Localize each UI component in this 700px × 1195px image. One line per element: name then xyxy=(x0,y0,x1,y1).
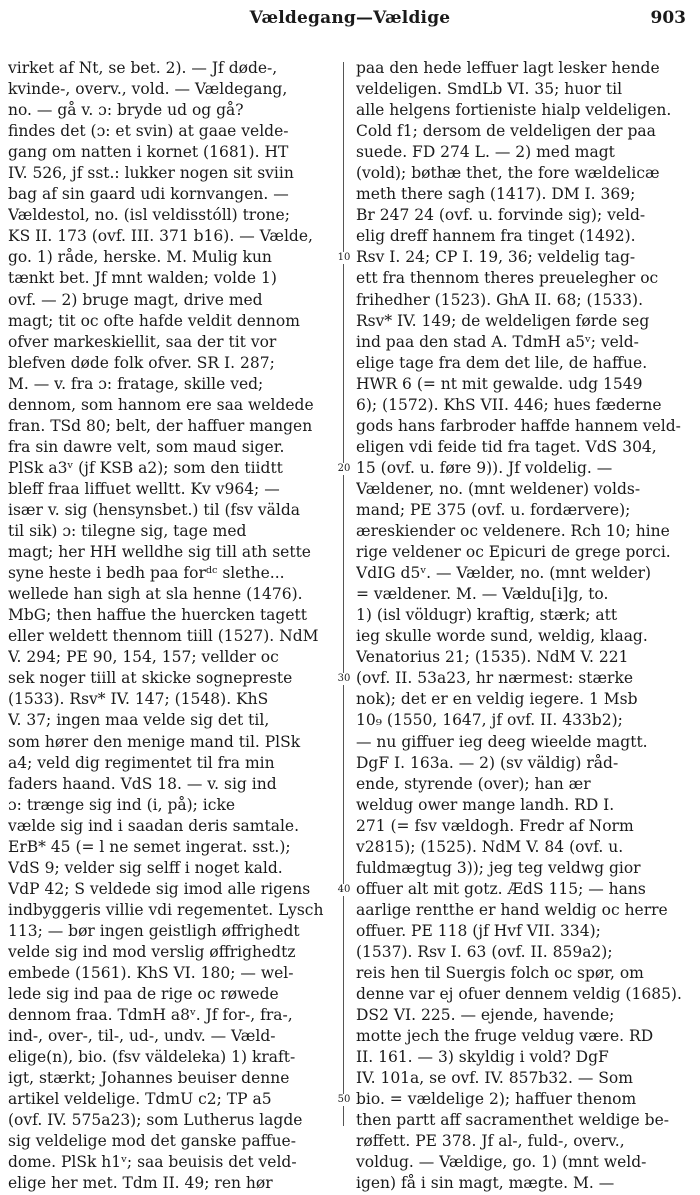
text-line: 1) (isl völdugr) kraftig, stærk; att xyxy=(356,606,618,625)
text-line: then partt aff sacramenthet weldige be- xyxy=(356,1111,669,1130)
text-line: alle helgens fortieniste hialp veldeligen. xyxy=(356,101,672,120)
text-line: findes det (ɔ: et svin) at gaae velde- xyxy=(8,122,289,141)
text-line: MbG; then haffue the huercken tagett xyxy=(8,606,307,625)
text-line: VdP 42; S veldede sig imod alle rigens xyxy=(8,879,311,898)
text-line: ofver markeskiellit, saa der tit vor xyxy=(8,332,277,351)
text-line: elige(n), bio. (fsv väldeleka) 1) kraft- xyxy=(8,1048,296,1067)
text-line: ind-, over-, til-, ud-, undv. — Væld- xyxy=(8,1027,276,1046)
text-line: gang om natten i kornet (1681). HT xyxy=(8,143,289,162)
text-line: embede (1561). KhS VI. 180; — wel- xyxy=(8,964,294,983)
text-line: = vældener. M. — Vældu[i]g, to. xyxy=(356,585,609,604)
text-line: velde sig ind mod verslig øffrighedtz xyxy=(8,942,296,961)
text-line: II. 161. — 3) skyldig i vold? DgF xyxy=(356,1048,609,1067)
text-line: (1533). Rsv* IV. 147; (1548). KhS xyxy=(8,690,269,709)
text-line: meth there sagh (1417). DM I. 369; xyxy=(356,185,636,204)
text-line: ɔ: trænge sig ind (i, på); icke xyxy=(8,795,236,814)
text-line: veldeligen. SmdLb VI. 35; huor til xyxy=(356,80,623,99)
text-line: fran. TSd 80; belt, der haffuer mangen xyxy=(8,416,313,435)
text-line: igen) få i sin magt, mægte. M. — xyxy=(356,1174,615,1193)
text-line: syne heste i bedh paa forᵈᶜ slethe... xyxy=(8,564,285,583)
text-line: Br 247 24 (ovf. u. forvinde sig); veld- xyxy=(356,206,646,225)
text-line: faders haand. VdS 18. — v. sig ind xyxy=(8,774,277,793)
text-line: ett fra thennom theres preuelegher oc xyxy=(356,269,659,288)
page-number: 903 xyxy=(650,8,686,28)
text-line: HWR 6 (= nt mit gewalde. udg 1549 xyxy=(356,374,643,393)
text-line: M. — v. fra ɔ: fratage, skille ved; xyxy=(8,374,264,393)
running-head: Vældegang—Vældige xyxy=(249,8,451,28)
text-line: dennom fraa. TdmH a8ᵛ. Jf for-, fra-, xyxy=(8,1006,293,1025)
text-line: røffett. PE 378. Jf al-, fuld-, overv., xyxy=(356,1132,625,1151)
text-line: IV. 101a, se ovf. IV. 857b32. — Som xyxy=(356,1069,633,1088)
text-line: go. 1) råde, herske. M. Mulig kun xyxy=(8,248,272,267)
text-line: (ovf. IV. 575a23); som Lutherus lagde xyxy=(8,1111,303,1130)
text-line: DgF I. 163a. — 2) (sv väldig) råd- xyxy=(356,753,619,772)
text-line: Cold f1; dersom de veldeligen der paa xyxy=(356,122,656,141)
text-line: paa den hede leffuer lagt lesker hende xyxy=(356,59,660,77)
text-line: Rsv* IV. 149; de weldeligen førde seg xyxy=(356,311,650,330)
text-line: bag af sin gaard udi kornvangen. — xyxy=(8,185,289,204)
text-line: sek noger tiill at skicke sognepreste xyxy=(8,669,293,688)
column-rule xyxy=(343,62,344,1126)
text-line: ErB* 45 (= l ne semet ingerat. sst.); xyxy=(8,837,291,856)
text-line: 6); (1572). KhS VII. 446; hues fæderne xyxy=(356,395,662,414)
line-number-marker: 50 xyxy=(337,1094,351,1106)
text-line: dennom, som hannom ere saa weldede xyxy=(8,395,314,414)
text-line: 15 (ovf. u. føre 9)). Jf voldelig. — xyxy=(356,458,613,477)
text-line: gods hans farbroder haffde hannem veld- xyxy=(356,416,681,435)
text-line: offuer. PE 118 (jf Hvf VII. 334); xyxy=(356,921,601,940)
text-line: nok); det er en veldig iegere. 1 Msb xyxy=(356,690,638,709)
text-line: eligen vdi feide tid fra taget. VdS 304, xyxy=(356,437,657,456)
text-line: (ovf. II. 53a23, hr nærmest: stærke xyxy=(356,669,634,688)
text-line: VdIG d5ᵛ. — Vælder, no. (mnt welder) xyxy=(356,564,652,583)
text-line: fuldmægtug 3)); jeg teg veldwg gior xyxy=(356,858,641,877)
text-line: offuer alt mit gotz. ÆdS 115; — hans xyxy=(356,879,646,898)
text-line: kvinde-, overv., vold. — Vældegang, xyxy=(8,80,288,99)
right-column xyxy=(356,58,692,1195)
text-line: vælde sig ind i saadan deris samtale. xyxy=(8,816,300,835)
text-line: 10₉ (1550, 1647, jf ovf. II. 433b2); xyxy=(356,711,623,730)
text-line: fra sin dawre velt, som maud siger. xyxy=(8,437,285,456)
text-line: ovf. — 2) bruge magt, drive med xyxy=(8,290,263,309)
text-line: wellede han sigh at sla henne (1476). xyxy=(8,585,303,604)
text-line: artikel veldelige. TdmU c2; TP a5 xyxy=(8,1090,272,1109)
text-line: mand; PE 375 (ovf. u. fordærvere); xyxy=(356,500,631,519)
text-line: reis hen til Suergis folch oc spør, om xyxy=(356,964,644,983)
text-line: elige tage fra dem det lile, de haffue. xyxy=(356,353,648,372)
text-line: igt, stærkt; Johannes beuiser denne xyxy=(8,1069,290,1088)
text-line: PlSk a3ᵛ (jf KSB a2); som den tiidtt xyxy=(8,458,283,477)
text-line: især v. sig (hensynsbet.) til (fsv välda xyxy=(8,500,301,519)
text-line: æreskiender oc veldenere. Rch 10; hine xyxy=(356,522,670,541)
line-number-marker: 10 xyxy=(337,252,351,264)
text-line: voldug. — Vældige, go. 1) (mnt weld- xyxy=(356,1153,647,1172)
text-line: som hører den menige mand til. PlSk xyxy=(8,732,301,751)
text-line: weldug ower mange landh. RD I. xyxy=(356,795,615,814)
text-line: frihedher (1523). GhA II. 68; (1533). xyxy=(356,290,643,309)
text-line: VdS 9; velder sig selff i noget kald. xyxy=(8,858,283,877)
text-line: DS2 VI. 225. — ejende, havende; xyxy=(356,1006,615,1025)
text-line: elig dreff hannem fra tinget (1492). xyxy=(356,227,636,246)
text-line: bio. = vældelige 2); haffuer thenom xyxy=(356,1090,637,1109)
text-line: motte jech the fruge veldug være. RD xyxy=(356,1027,654,1046)
text-line: til sik) ɔ: tilegne sig, tage med xyxy=(8,522,247,541)
text-line: suede. FD 274 L. — 2) med magt xyxy=(356,143,615,162)
text-line: bleff fraa liffuet welltt. Kv v964; — xyxy=(8,479,280,498)
text-line: tænkt bet. Jf mnt walden; volde 1) xyxy=(8,269,277,288)
line-number-marker: 20 xyxy=(337,462,351,474)
text-line: no. — gå v. ɔ: bryde ud og gå? xyxy=(8,101,244,120)
text-line: a4; veld dig regimentet til fra min xyxy=(8,753,275,772)
text-line: rige veldener oc Epicuri de grege porci. xyxy=(356,543,671,562)
text-line: magt; her HH welldhe sig till ath sette xyxy=(8,543,311,562)
text-line: IV. 526, jf sst.: lukker nogen sit sviin xyxy=(8,164,294,183)
text-line: V. 37; ingen maa velde sig det til, xyxy=(8,711,270,730)
text-line: 271 (= fsv vældogh. Fredr af Norm xyxy=(356,816,634,835)
text-line: V. 294; PE 90, 154, 157; vellder oc xyxy=(8,648,279,667)
page-header xyxy=(0,0,700,36)
text-line: Vældestol, no. (isl veldisstóll) trone; xyxy=(8,206,290,225)
text-line: indbyggeris villie vdi regementet. Lysch xyxy=(8,900,324,919)
text-line: ind paa den stad A. TdmH a5ᵛ; veld- xyxy=(356,332,639,351)
text-line: virket af Nt, se bet. 2). — Jf døde-, xyxy=(8,59,278,77)
text-line: elige her met. Tdm II. 49; ren hør xyxy=(8,1174,273,1193)
text-line: blefven døde folk ofver. SR I. 287; xyxy=(8,353,275,372)
text-line: eller weldett thennom tiill (1527). NdM xyxy=(8,627,319,646)
text-line: ende, styrende (over); han ær xyxy=(356,774,591,793)
line-number-marker: 30 xyxy=(337,673,351,685)
text-line: aarlige rentthe er hand weldig oc herre xyxy=(356,900,668,919)
text-line: Vældener, no. (mnt weldener) volds- xyxy=(356,479,641,498)
text-line: Rsv I. 24; CP I. 19, 36; veldelig tag- xyxy=(356,248,636,267)
line-number-marker: 40 xyxy=(337,883,351,895)
text-line: ieg skulle worde sund, weldig, klaag. xyxy=(356,627,648,646)
text-line: 113; — bør ingen geistligh øffrighedt xyxy=(8,921,300,940)
text-line: denne var ej ofuer dennem veldig (1685). xyxy=(356,985,682,1004)
text-line: KS II. 173 (ovf. III. 371 b16). — Vælde, xyxy=(8,227,313,246)
text-line: dome. PlSk h1ᵛ; saa beuisis det veld- xyxy=(8,1153,297,1172)
text-line: v2815); (1525). NdM V. 84 (ovf. u. xyxy=(356,837,624,856)
text-line: Venatorius 21; (1535). NdM V. 221 xyxy=(356,648,629,667)
text-line: (vold); bøthæ thet, the fore wældelicæ xyxy=(356,164,660,183)
left-column xyxy=(8,58,330,1195)
text-line: (1537). Rsv I. 63 (ovf. II. 859a2); xyxy=(356,942,613,961)
text-line: sig veldelige mod det ganske paffue- xyxy=(8,1132,296,1151)
text-line: — nu giffuer ieg deeg wieelde magtt. xyxy=(356,732,648,751)
text-line: lede sig ind paa de rige oc røwede xyxy=(8,985,279,1004)
text-line: magt; tit oc ofte hafde veldit dennom xyxy=(8,311,300,330)
